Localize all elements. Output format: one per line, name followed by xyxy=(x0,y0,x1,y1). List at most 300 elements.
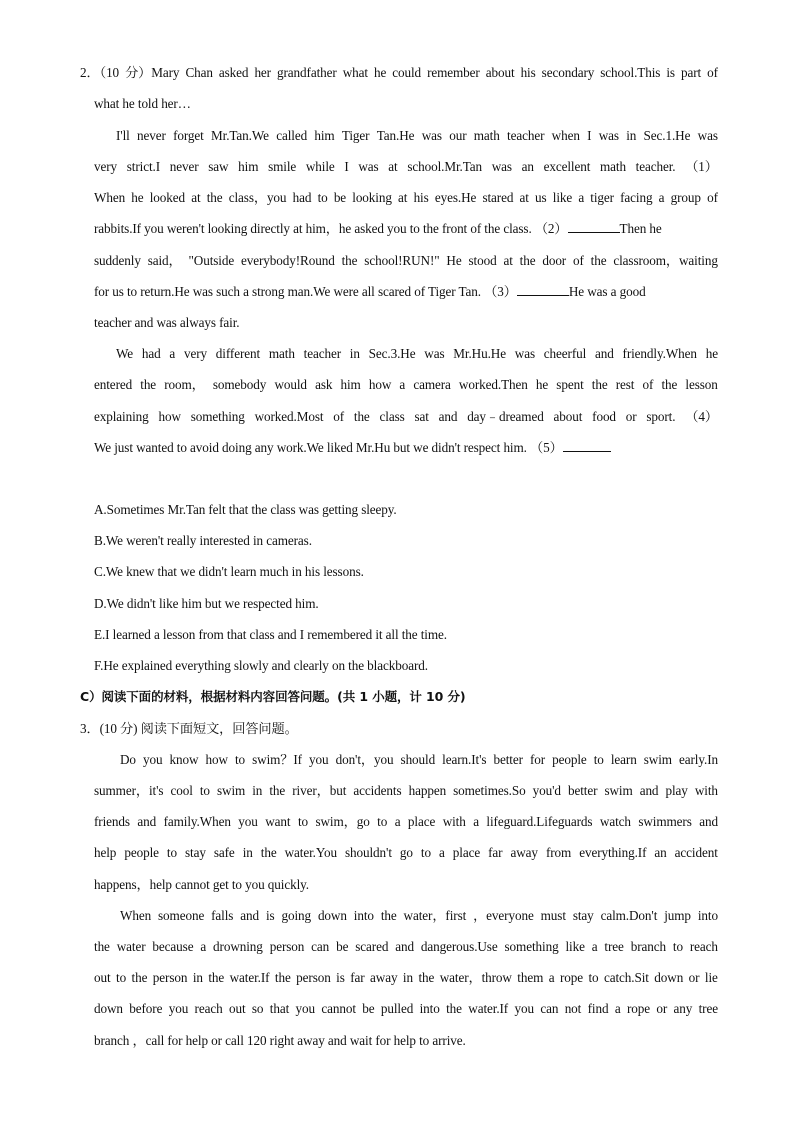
q3-p2-line2-word: a xyxy=(200,939,207,954)
q2-p1-line1-word: in xyxy=(626,128,637,143)
q3-p2-line3-word: a xyxy=(548,970,555,985)
q3-p2-line2-word: tree xyxy=(604,939,624,954)
q3-p2-line2-word: and xyxy=(395,939,414,954)
q2-p1-line3-word: a xyxy=(578,190,585,205)
q3-p2-line1-word: stay xyxy=(572,908,594,923)
q2-p2-line2-word: ask xyxy=(315,377,333,392)
q2-p2-line1-word: math xyxy=(268,346,295,361)
answer-blank-2[interactable] xyxy=(568,220,620,233)
q2-header-line1-word: 分）Mary xyxy=(125,65,180,80)
q3-p2-line2-word: the xyxy=(94,939,110,954)
q2-p2-line2-word: the xyxy=(661,377,678,392)
q3-p2-line3-word: is xyxy=(336,970,345,985)
q3-p2-line3-word: to xyxy=(116,970,127,985)
q2-p2-line1-word: Mr.Hu.He xyxy=(453,346,506,361)
q3-p1-line1-word: you xyxy=(309,752,329,767)
q2-p1-line1-word: math xyxy=(473,128,500,143)
q2-p2-line2-word: worked.Then xyxy=(458,377,528,392)
q2-p1-line1-word: called xyxy=(276,128,308,143)
q2-p1-line2-word: excellent xyxy=(543,159,591,174)
q3-p2-line3-word: out xyxy=(94,970,111,985)
q3-p2-line4-word: into xyxy=(419,1001,440,1016)
q3-p2-line1-word: someone xyxy=(158,908,205,923)
q2-p2-line1-word: We xyxy=(116,346,134,361)
q3-p2-line3-word: the xyxy=(208,970,225,985)
q3-p2-line4-word: the xyxy=(446,1001,462,1016)
q3-p1-line4 xyxy=(94,844,718,862)
q3-p1-line3 xyxy=(94,813,718,831)
q3-p1-line4-word: accident xyxy=(674,845,718,860)
q2-p1-line1-word: forget xyxy=(173,128,204,143)
q3-p2-line1-word: the xyxy=(380,908,397,923)
q2-p1-line5-word: of xyxy=(572,253,584,268)
q3-p1-line2-word: in xyxy=(252,783,263,798)
q2-p2-line2-word: he xyxy=(535,377,549,392)
q2-p2-line2-word: room， xyxy=(164,377,205,392)
q3-p2-line4-word: cannot xyxy=(321,1001,356,1016)
q3-p1-line4-word: people xyxy=(124,845,159,860)
option-f: F.He explained everything slowly and clearly on the blackboard. xyxy=(94,658,428,673)
q2-p1-line5-word: school!RUN!" xyxy=(364,253,440,268)
q3-p2-line2-word: be xyxy=(336,939,349,954)
q2-p2-line3-word: or xyxy=(625,409,637,424)
q2-p1-line2-word: teacher. xyxy=(635,159,676,174)
q2-p2-line1-word: teacher xyxy=(303,346,341,361)
q3-p1-line1-word: should xyxy=(400,752,436,767)
q3-p2-line4-word: any xyxy=(673,1001,693,1016)
q2-p1-line3-word: his xyxy=(413,190,429,205)
q3-p1-line4-word: stay xyxy=(184,845,206,860)
q3-p1-line1 xyxy=(120,751,718,769)
q2-p1-line5-word: He xyxy=(446,253,462,268)
q3-p2-line2 xyxy=(94,938,718,956)
q3-p2-line4-word: that xyxy=(269,1001,290,1016)
q2-p2-line3 xyxy=(94,408,718,426)
q3-p2-line4-word: so xyxy=(251,1001,264,1016)
q2-p1-line7: teacher and was always fair. xyxy=(94,315,240,330)
q2-p1-line5-word: "Outside xyxy=(188,253,235,268)
q2-p1-line1-word: teacher xyxy=(507,128,545,143)
q2-p2-line3-word: about xyxy=(553,409,583,424)
q3-p2-line2-word: can xyxy=(311,939,330,954)
q3-p2-line2-word: dangerous.Use xyxy=(420,939,498,954)
q3-p1-line1-word: swim？If xyxy=(252,752,302,767)
q3-p1-line2-word: swim xyxy=(216,783,246,798)
q2-p1-line2-word: was xyxy=(491,159,512,174)
q2-p2-line2-word: camera xyxy=(413,377,451,392)
q3-p2-line4-word: be xyxy=(362,1001,375,1016)
q3-p2-line1-word: into xyxy=(697,908,718,923)
q2-header-line1-word: of xyxy=(707,65,718,80)
q2-p2-line2-word: somebody xyxy=(212,377,267,392)
q2-p2-line3-word: something xyxy=(190,409,245,424)
q2-p2-line1-word: a xyxy=(169,346,176,361)
q3-p1-line4-word: to xyxy=(420,845,431,860)
q3-p2-line4-word: before xyxy=(129,1001,163,1016)
q3-p2-line2-word: branch xyxy=(630,939,666,954)
q2-p2-line3-word: explaining xyxy=(94,409,149,424)
q3-p2-line1-word: down xyxy=(317,908,347,923)
q3-header: 3．(10 分) 阅读下面短文，回答问题。 xyxy=(80,721,298,736)
q2-p2-line3-word: how xyxy=(158,409,181,424)
q2-p1-line1-word: was xyxy=(697,128,718,143)
q2-header-line2: what he told her… xyxy=(94,96,191,111)
q2-header-line1-word: Chan xyxy=(185,65,213,80)
q3-p2-line5: branch ，call for help or call 120 right away and wait for help to arrive. xyxy=(94,1033,466,1048)
q2-p1-line3 xyxy=(94,189,718,207)
q2-p1-line5-word: the xyxy=(590,253,607,268)
q2-p1-line1-word: I xyxy=(587,128,592,143)
q3-p2-line3-word: lie xyxy=(704,970,718,985)
q2-p1-line5-word: classroom，waiting xyxy=(613,253,718,268)
q3-p2-line4-word: not xyxy=(564,1001,582,1016)
q3-p1-line2-word: happen xyxy=(408,783,447,798)
q2-p2-line3-word: worked.Most xyxy=(254,409,324,424)
q3-p2-line3-word: or xyxy=(688,970,700,985)
q2-p2-line2-word: spent xyxy=(556,377,584,392)
q2-p2-line3-word: food xyxy=(592,409,616,424)
q3-p1-line4-word: a xyxy=(439,845,445,860)
q2-p1-line3-word: at xyxy=(398,190,408,205)
q2-p1-line2-word: strict.I xyxy=(126,159,161,174)
q3-p2-line4-word: reach xyxy=(194,1001,223,1016)
q2-p1-line3-word: When xyxy=(94,190,126,205)
q3-p1-line2-word: to xyxy=(199,783,210,798)
q3-p2-line3-word: in xyxy=(192,970,203,985)
q2-p1-line5-word: everybody!Round xyxy=(241,253,335,268)
q2-p1-line5-word: stood xyxy=(468,253,497,268)
q2-p1-line2-word: an xyxy=(521,159,534,174)
q2-p2-line1-word: cheerful xyxy=(543,346,587,361)
q3-p2-line2-word: water xyxy=(116,939,146,954)
q2-p1-line6-tail: He was a good xyxy=(568,284,646,299)
q2-p1-line2-word: never xyxy=(169,159,199,174)
q3-p2-line3-word: person xyxy=(152,970,188,985)
q3-p2-line3-word: water，throw xyxy=(439,970,512,985)
q2-p1-line2-word: math xyxy=(600,159,626,174)
q3-p2-line2-word: like xyxy=(565,939,585,954)
q3-p2-line2-word: person xyxy=(269,939,305,954)
q2-p1-line1-word: was xyxy=(421,128,442,143)
q3-p1-line1-word: people xyxy=(552,752,587,767)
q3-p2-line3-word: far xyxy=(350,970,365,985)
q2-p2-line1-word: and xyxy=(594,346,614,361)
q3-p1-line1-word: to xyxy=(593,752,604,767)
q2-p2-line1-word: Sec.3.He xyxy=(368,346,416,361)
q2-header-line1-word: could xyxy=(392,65,422,80)
q3-p2-line1-word: water，first xyxy=(403,908,467,923)
q2-p1-line2-word: was xyxy=(358,159,379,174)
q2-p2-line3-word: day﹣dreamed xyxy=(467,409,544,424)
q3-p1-line3-word: friends xyxy=(94,814,130,829)
q3-p2-line4-word: you xyxy=(295,1001,315,1016)
answer-blank-5[interactable] xyxy=(563,439,611,452)
q3-p1-line2-word: the xyxy=(269,783,286,798)
q3-p1-line2-word: river，but xyxy=(292,783,347,798)
q2-p1-line6-text: for us to return.He was such a strong man.We were all scared of Tiger Tan. （3） xyxy=(94,284,517,299)
q3-p1-line3-word: family.When xyxy=(163,814,231,829)
q3-p2-line4-word: rope xyxy=(626,1001,650,1016)
q3-p1-line4-word: an xyxy=(654,845,667,860)
q2-p1-line3-word: to xyxy=(317,190,328,205)
q2-p1-line3-word: eyes.He xyxy=(434,190,477,205)
q2-header-line1-word: her xyxy=(254,65,271,80)
q2-p1-line3-word: at xyxy=(519,190,529,205)
q3-p2-line4-word: you xyxy=(168,1001,189,1016)
q2-header-line1-word: about xyxy=(485,65,515,80)
q2-p1-line2-word: I xyxy=(344,159,349,174)
q2-p1-line1 xyxy=(116,127,718,145)
q2-p2-line1-word: had xyxy=(141,346,161,361)
q2-p2-line1-word: friendly.When xyxy=(622,346,697,361)
q2-p2-line2-word: the xyxy=(591,377,608,392)
option-d: D.We didn't like him but we respected him. xyxy=(94,596,319,611)
q3-p1-line3-word: with xyxy=(442,814,466,829)
q3-p1-line3-word: and xyxy=(699,814,718,829)
q3-p1-line4-word: help xyxy=(94,845,117,860)
q3-p2-line2-word: something xyxy=(504,939,559,954)
q3-p2-line3-word: the xyxy=(274,970,291,985)
q3-p1-line3-word: a xyxy=(473,814,479,829)
option-b: B.We weren't really interested in cameras. xyxy=(94,533,312,548)
q2-p2-line2-word: how xyxy=(368,377,392,392)
q3-p2-line1-word: ，everyone xyxy=(473,908,534,923)
q2-p1-line3-word: us xyxy=(535,190,547,205)
q3-p1-line2-word: summer，it's xyxy=(94,783,164,798)
q2-p2-line1-word: he xyxy=(705,346,718,361)
q3-p2-line1-word: and xyxy=(240,908,260,923)
q2-p2-line1-word: very xyxy=(183,346,207,361)
q2-p1-line1-word: never xyxy=(136,128,166,143)
q3-p2-line4-word: find xyxy=(587,1001,609,1016)
q3-p2-line2-word: reach xyxy=(689,939,718,954)
q3-p1-line5: happens，help cannot get to you quickly. xyxy=(94,877,309,892)
q2-p2-line3-word: of xyxy=(333,409,345,424)
q2-p1-line2 xyxy=(94,158,718,176)
q2-header-line1-word: school.This xyxy=(600,65,661,80)
q2-header-line1-word: part xyxy=(680,65,702,80)
q2-p1-line5 xyxy=(94,252,718,270)
q2-p1-line3-word: be xyxy=(333,190,347,205)
q2-p2-line4 xyxy=(94,439,611,457)
q2-header-line1-word: he xyxy=(373,65,387,80)
q3-p2-line4-word: pulled xyxy=(380,1001,414,1016)
q3-p1-line1-word: swim xyxy=(643,752,672,767)
option-e: E.I learned a lesson from that class and I remembered it all the time. xyxy=(94,627,447,642)
q2-p2-line4-text: We just wanted to avoid doing any work.We liked Mr.Hu but we didn't respect him. （5） xyxy=(94,440,563,455)
q3-p2-line4-word: tree xyxy=(698,1001,718,1016)
q2-p1-line1-word: Sec.1.He xyxy=(643,128,691,143)
q2-p2-line1-word: different xyxy=(215,346,261,361)
q3-p1-line1-word: Do xyxy=(120,752,136,767)
q2-p2-line3-word: the xyxy=(353,409,370,424)
q2-p2-line2-word: the xyxy=(140,377,157,392)
q3-p2-line4-word: down xyxy=(94,1001,123,1016)
q3-p2-line3-word: water.If xyxy=(229,970,270,985)
q3-p2-line4-word: you xyxy=(514,1001,534,1016)
q3-p1-line2-word: accidents xyxy=(353,783,402,798)
q3-p1-line4-word: far xyxy=(488,845,503,860)
q3-p2-line3-word: to xyxy=(588,970,599,985)
q2-p2-line2-word: lesson xyxy=(685,377,718,392)
q2-p1-line2-word: school.Mr.Tan xyxy=(407,159,483,174)
q2-p1-line5-word: door xyxy=(542,253,567,268)
q3-p2-line3-word: the xyxy=(418,970,435,985)
q3-p2-line4-word: can xyxy=(540,1001,559,1016)
option-a: A.Sometimes Mr.Tan felt that the class was getting sleepy. xyxy=(94,502,397,517)
q3-p2-line2-word: a xyxy=(591,939,598,954)
q2-p1-line1-word: him xyxy=(314,128,335,143)
q3-p1-line1-word: early.In xyxy=(679,752,718,767)
q3-p1-line2-word: with xyxy=(694,783,718,798)
q3-p1-line3-word: to xyxy=(297,814,308,829)
q3-p1-line3-word: swim，go xyxy=(315,814,370,829)
q2-p1-line6 xyxy=(94,283,718,301)
q3-p2-line4-word: out xyxy=(228,1001,246,1016)
q2-p1-line2-word: smile xyxy=(268,159,297,174)
q3-p1-line3-word: place xyxy=(407,814,436,829)
q3-p2-line3-word: person xyxy=(296,970,331,985)
q3-p1-line4-word: safe xyxy=(213,845,235,860)
q3-p2-line1-word: into xyxy=(353,908,374,923)
q2-p1-line1-word: I'll xyxy=(116,128,130,143)
q3-p2-line1-word: must xyxy=(540,908,566,923)
q2-p1-line1-word: Mr.Tan.We xyxy=(211,128,269,143)
q2-p1-line2-word: at xyxy=(388,159,398,174)
q3-p1-line3-word: swimmers xyxy=(638,814,692,829)
q2-p2-line1-word: was xyxy=(424,346,445,361)
q3-p1-line2-word: cool xyxy=(170,783,193,798)
q3-p2-line2-word: because xyxy=(152,939,194,954)
option-c: C.We knew that we didn't learn much in his lessons. xyxy=(94,564,364,579)
q2-p1-line4-text: rabbits.If you weren't looking directly at him，he asked you to the front of the class. （2） xyxy=(94,221,568,236)
q2-p1-line1-word: Tiger xyxy=(341,128,370,143)
q3-p1-line1-word: better xyxy=(493,752,523,767)
q2-p2-line3-word: sport. xyxy=(646,409,676,424)
q3-p1-line2-word: better xyxy=(567,783,598,798)
q3-p1-line4-word: place xyxy=(452,845,481,860)
q2-p1-line3-word: looking xyxy=(352,190,392,205)
q3-p1-line2-word: play xyxy=(665,783,688,798)
q3-p1-line1-word: know xyxy=(169,752,199,767)
q3-p2-line1-word: jump xyxy=(664,908,691,923)
q3-p1-line1-word: learn.It's xyxy=(442,752,487,767)
q3-p1-line3-word: you xyxy=(238,814,258,829)
q2-p1-line2-word: （1） xyxy=(685,159,718,174)
q3-p1-line2-word: you'd xyxy=(532,783,561,798)
q3-p2-line2-word: drowning xyxy=(213,939,263,954)
q3-p1-line4-word: shouldn't xyxy=(344,845,392,860)
q3-p1-line4-word: water.You xyxy=(284,845,337,860)
q3-p1-line1-word: don't，you xyxy=(335,752,394,767)
q2-p1-line3-word: a xyxy=(658,190,665,205)
q2-p2-line1-word: was xyxy=(514,346,535,361)
q3-p1-line1-word: learn xyxy=(610,752,637,767)
q3-p1-line3-word: a xyxy=(394,814,401,829)
q2-p2-line3-word: class xyxy=(379,409,405,424)
q3-p1-line4-word: to xyxy=(166,845,177,860)
q2-header-line1-word: is xyxy=(666,65,675,80)
q3-p1-line4-word: go xyxy=(399,845,413,860)
q2-header-line1-word: secondary xyxy=(541,65,595,80)
answer-blank-3[interactable] xyxy=(517,283,569,296)
q3-p2-line3 xyxy=(94,969,718,987)
q2-p2-line2-word: would xyxy=(274,377,307,392)
q2-p1-line5-word: said， xyxy=(147,253,182,268)
q2-p1-line3-word: group xyxy=(670,190,701,205)
q3-p2-line3-word: them xyxy=(517,970,544,985)
q2-p1-line3-word: stared xyxy=(482,190,514,205)
q3-p2-line4-word: or xyxy=(656,1001,668,1016)
q2-p1-line2-word: very xyxy=(94,159,118,174)
q3-p2-line2-word: scared xyxy=(355,939,389,954)
q2-p1-line4-tail: Then he xyxy=(619,221,662,236)
q3-p2-line1-word: falls xyxy=(211,908,234,923)
q3-p2-line3-word: the xyxy=(131,970,148,985)
q2-p2-line2-word: a xyxy=(399,377,406,392)
q2-p1-line3-word: like xyxy=(552,190,573,205)
q2-p1-line3-word: at xyxy=(191,190,201,205)
q3-p1-line3-word: want xyxy=(265,814,291,829)
q3-p1-line4-word: everything.If xyxy=(579,845,647,860)
q2-header-line1-word: his xyxy=(520,65,536,80)
q2-header-line1 xyxy=(80,64,718,82)
q2-p1-line4 xyxy=(94,220,718,238)
q3-p1-line4-word: away xyxy=(510,845,538,860)
q2-p1-line1-word: Tan.He xyxy=(376,128,415,143)
q2-header-line1-word: grandfather xyxy=(277,65,337,80)
q3-p2-line1-word: is xyxy=(265,908,275,923)
q3-p2-line4-word: a xyxy=(614,1001,621,1016)
q2-p2-line2 xyxy=(94,376,718,394)
q3-p1-line4-word: from xyxy=(545,845,572,860)
q2-p1-line1-word: when xyxy=(551,128,580,143)
q3-p1-line2 xyxy=(94,782,718,800)
q2-p2-line3-word: sat xyxy=(414,409,429,424)
q2-p1-line5-word: the xyxy=(341,253,358,268)
q3-p1-line4-word: the xyxy=(260,845,277,860)
q2-p1-line5-word: at xyxy=(503,253,513,268)
q2-header-line1-word: what xyxy=(342,65,368,80)
q2-p2-line1 xyxy=(116,345,718,363)
q2-p2-line3-word: and xyxy=(438,409,458,424)
q3-p2-line3-word: down xyxy=(654,970,684,985)
q2-p1-line3-word: the xyxy=(206,190,223,205)
q2-p1-line3-word: facing xyxy=(620,190,653,205)
q2-header-line1-word: asked xyxy=(218,65,249,80)
q3-p2-line1-word: going xyxy=(281,908,312,923)
q2-p1-line1-word: was xyxy=(598,128,619,143)
q2-p1-line1-word: our xyxy=(449,128,467,143)
q2-p2-line2-word: him xyxy=(340,377,361,392)
q3-p1-line1-word: for xyxy=(529,752,546,767)
q3-p1-line4-word: in xyxy=(242,845,253,860)
q3-p2-line1-word: calm.Don't xyxy=(600,908,658,923)
q2-p1-line3-word: looked xyxy=(149,190,186,205)
q2-header-line1-word: 2．（10 xyxy=(80,65,120,80)
q3-p1-line3-word: lifeguard.Lifeguards xyxy=(486,814,593,829)
q3-p2-line3-word: in xyxy=(402,970,413,985)
q2-p1-line3-word: had xyxy=(292,190,312,205)
q2-p2-line2-word: rest xyxy=(615,377,635,392)
q2-p2-line2-word: of xyxy=(642,377,654,392)
q3-p2-line4-word: water.If xyxy=(468,1001,509,1016)
q3-p1-line1-word: you xyxy=(142,752,163,767)
q2-p1-line3-word: of xyxy=(707,190,718,205)
q2-p1-line2-word: saw xyxy=(208,159,229,174)
q3-p1-line1-word: to xyxy=(234,752,246,767)
q3-p2-line3-word: rope xyxy=(559,970,583,985)
